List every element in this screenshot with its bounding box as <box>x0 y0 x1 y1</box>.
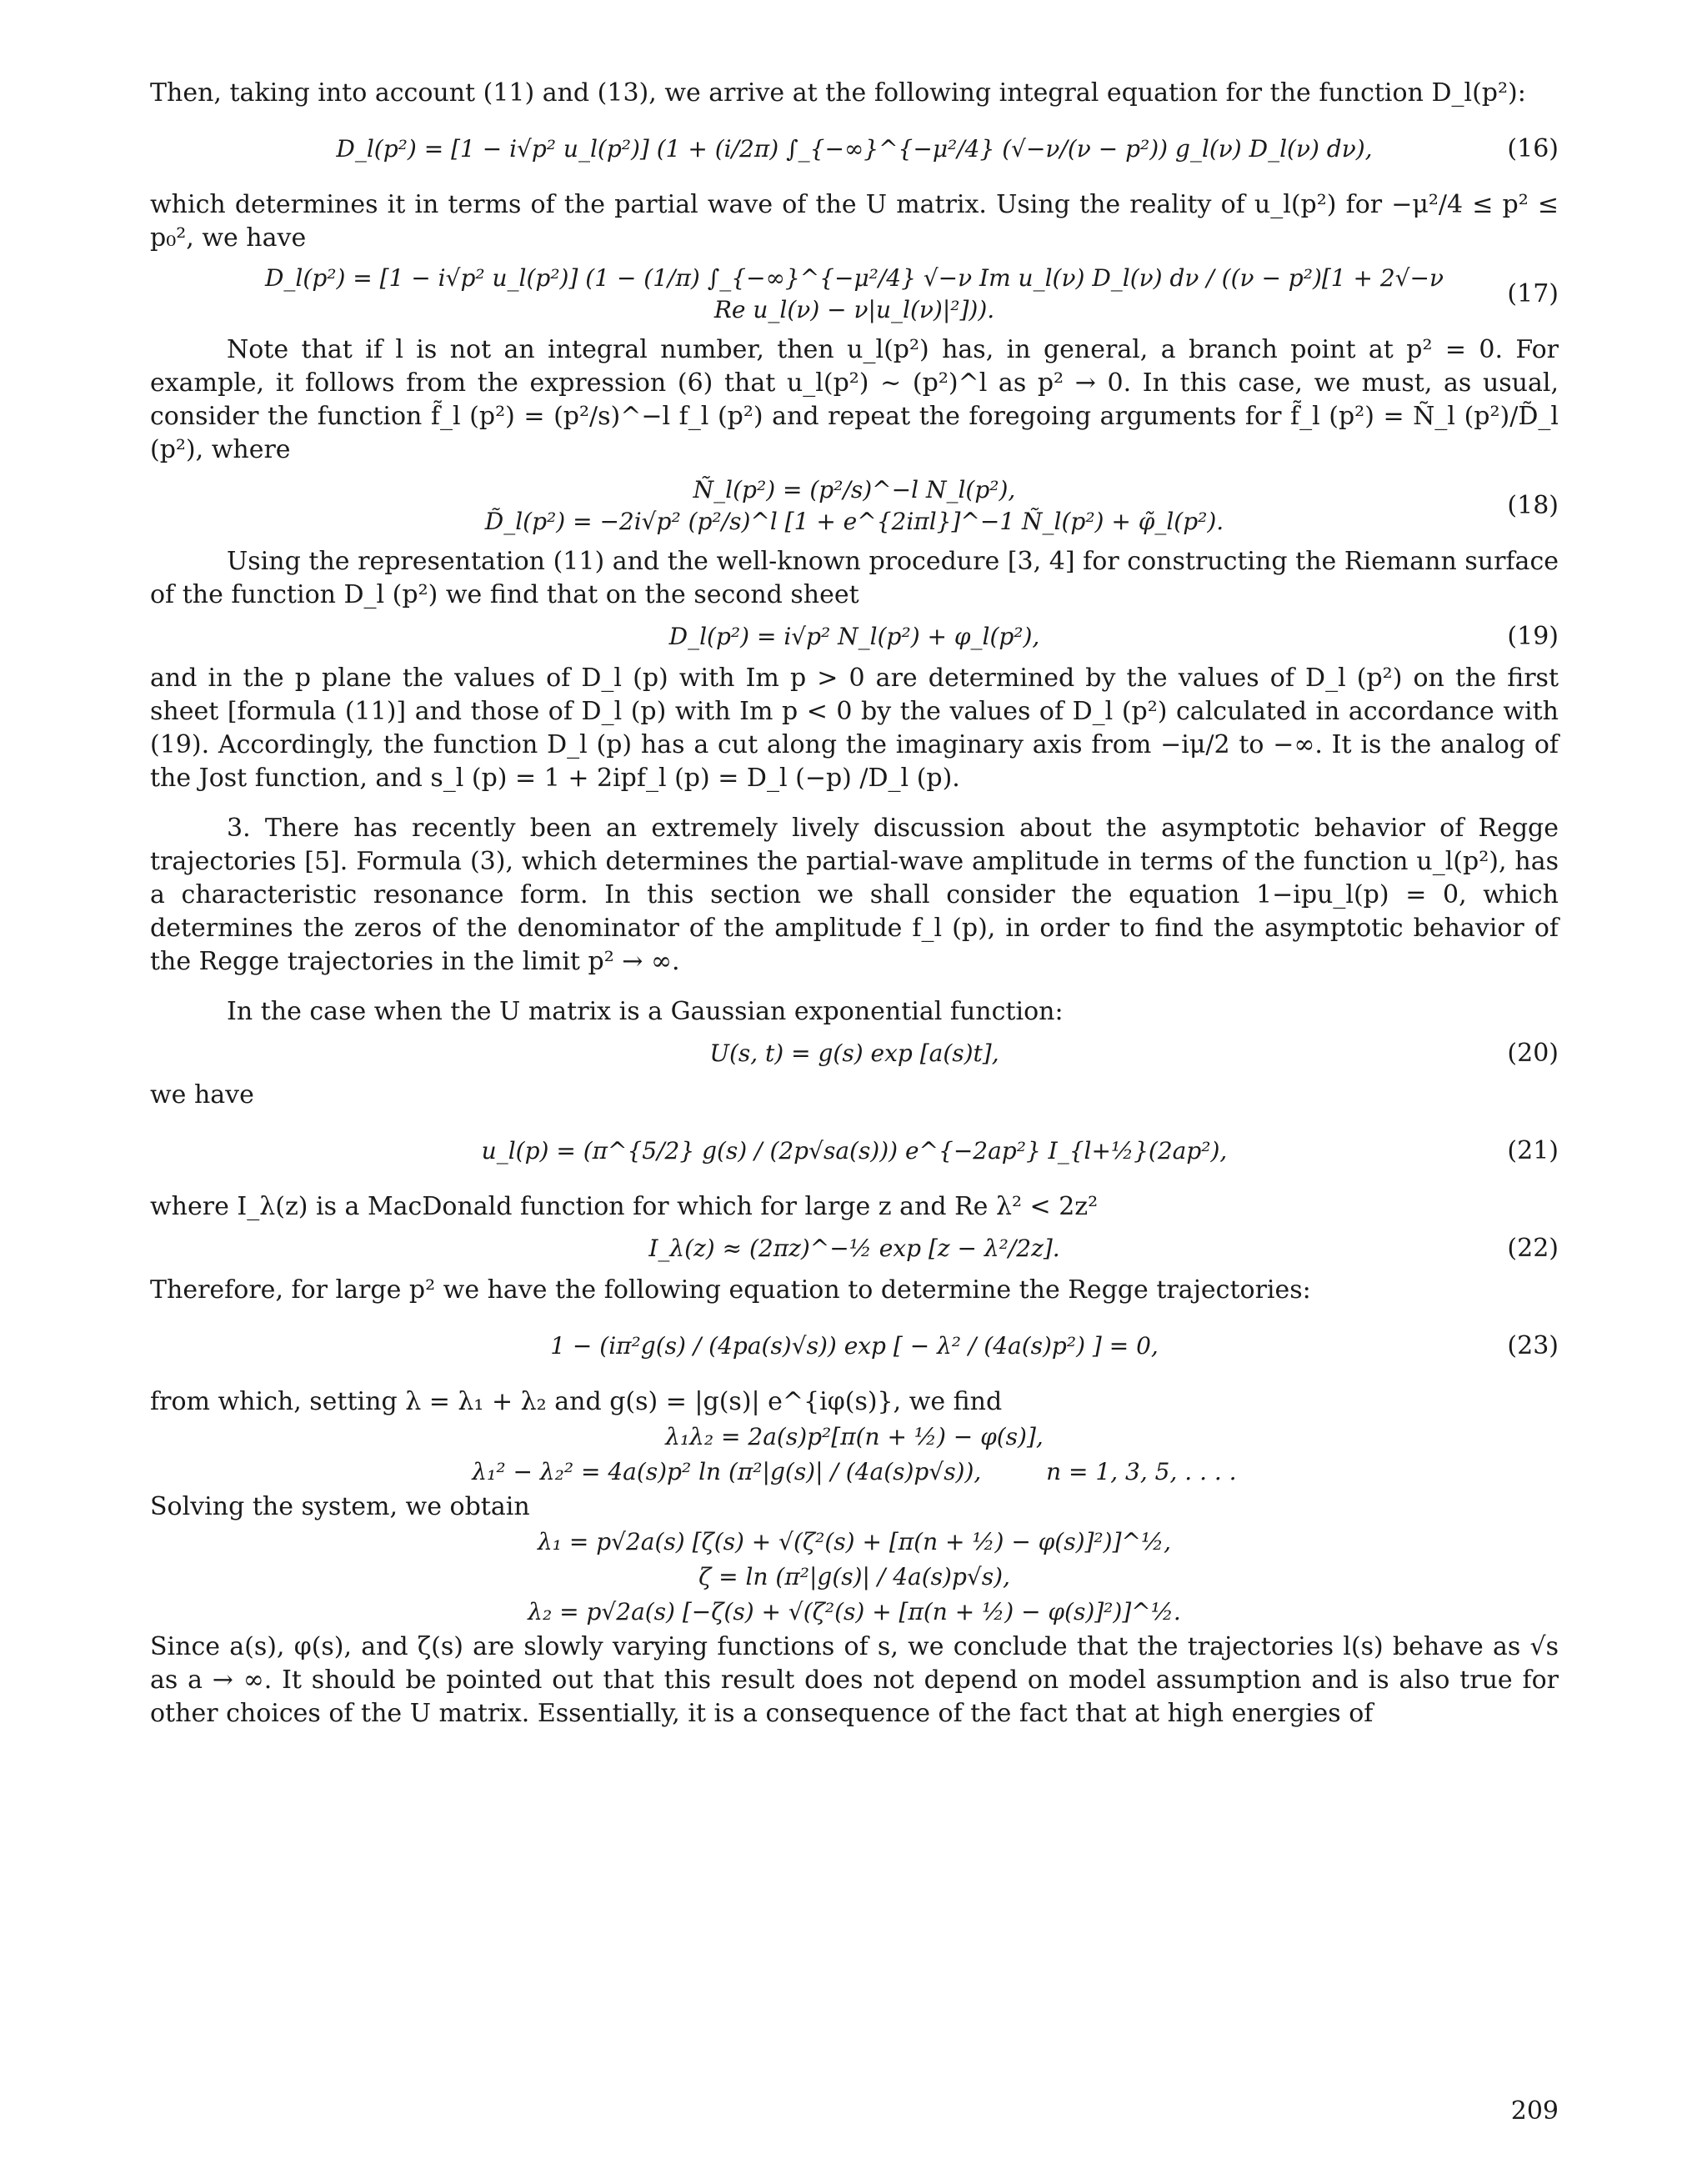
equation-body: λ₂ = p√2a(s) [−ζ(s) + √(ζ²(s) + [π(n + ½) − φ(s)]²)]^½. <box>528 1598 1181 1625</box>
equation-17 <box>150 260 1559 328</box>
equation-body: u_l(p) = (π^{5/2} g(s) / (2p√sa(s))) e^{−2ap²} I_{l+½}(2ap²), <box>481 1137 1228 1165</box>
paragraph: which determines it in terms of the partial wave of the U matrix. Using the reality of u_l(p²) for −μ²/4 ≤ p² ≤ p₀², we have <box>150 190 1559 253</box>
solution-line-3 <box>150 1595 1559 1629</box>
equation-number: (21) <box>1507 1136 1559 1165</box>
equation-body: D_l(p²) = [1 − i√p² u_l(p²)] (1 − (1/π) ∫_{−∞}^{−μ²/4} √−ν Im u_l(ν) D_l(ν) dν / ((ν − p²)[1 + 2√−ν Re u_l(ν) − ν|u_l(ν)|²])). <box>264 264 1444 323</box>
paragraph: Solving the system, we obtain <box>150 1492 530 1521</box>
paragraph: we have <box>150 1080 254 1110</box>
paragraph: Using the representation (11) and the well-known procedure [3, 4] for constructing the Riemann surface of the function D_l (p²) we find that on the second sheet <box>150 547 1559 609</box>
equation-22 <box>150 1229 1559 1269</box>
equation-23 <box>150 1312 1559 1380</box>
equation-system-line-2 <box>150 1455 1559 1489</box>
paragraph: Then, taking into account (11) and (13), we arrive at the following integral equation for the function D_l(p²): <box>150 78 1526 108</box>
paragraph: Since a(s), φ(s), and ζ(s) are slowly varying functions of s, we conclude that the trajectories l(s) behave as √s as a → ∞. It should be pointed out that this result does not depend on model assumption and is also true for other choices of the U matrix. Essentially, it is a consequence of the fact that at high energies of <box>150 1632 1559 1728</box>
equation-number: (18) <box>1507 491 1559 520</box>
equation-body: D_l(p²) = i√p² N_l(p²) + φ_l(p²), <box>668 623 1040 650</box>
equation-18 <box>150 472 1559 540</box>
equation-body: U(s, t) = g(s) exp [a(s)t], <box>709 1039 999 1067</box>
equation-number: (20) <box>1507 1039 1559 1068</box>
equation-body: D_l(p²) = [1 − i√p² u_l(p²)] (1 + (i/2π) ∫_{−∞}^{−μ²/4} (√−ν/(ν − p²)) g_l(ν) D_l(ν) dν), <box>336 135 1373 163</box>
equation-body: λ₁ = p√2a(s) [ζ(s) + √(ζ²(s) + [π(n + ½) − φ(s)]²)]^½, <box>537 1528 1172 1555</box>
equation-number: (22) <box>1507 1234 1559 1263</box>
equation-body: ζ = ln (π²|g(s)| / 4a(s)p√s), <box>698 1563 1010 1590</box>
equation-line: Ñ_l(p²) = (p²/s)^−l N_l(p²), <box>693 476 1016 503</box>
equation-19 <box>150 617 1559 657</box>
solution-line-1 <box>150 1525 1559 1559</box>
page-content <box>150 77 1559 1731</box>
paragraph: In the case when the U matrix is a Gaussian exponential function: <box>227 997 1064 1026</box>
equation-20 <box>150 1034 1559 1074</box>
equation-condition: n = 1, 3, 5, . . . . <box>1046 1458 1237 1485</box>
equation-21 <box>150 1117 1559 1185</box>
equation-number: (17) <box>1507 279 1559 308</box>
equation-number: (23) <box>1507 1331 1559 1360</box>
equation-number: (19) <box>1507 622 1559 651</box>
equation-16 <box>150 115 1559 183</box>
equation-line: D̃_l(p²) = −2i√p² (p²/s)^l [1 + e^{2iπl}]^−1 Ñ_l(p²) + φ̃_l(p²). <box>484 508 1224 535</box>
paragraph: where I_λ(z) is a MacDonald function for which for large z and Re λ² < 2z² <box>150 1192 1099 1221</box>
equation-part: λ₁² − λ₂² = 4a(s)p² ln (π²|g(s)| / (4a(s)p√s)), <box>472 1458 982 1485</box>
paragraph: and in the p plane the values of D_l (p) with Im p > 0 are determined by the values of D_l (p²) on the first sheet [formula (11)] and those of D_l (p) with Im p < 0 by the values of D_l (p²) calculated in accordance with (19). Accordingly, the function D_l (p) has a cut along the imaginary axis from −iμ/2 to −∞. It is the analog of the Jost function, and s_l (p) = 1 + 2ipf_l (p) = D_l (−p) /D_l (p). <box>150 664 1559 793</box>
equation-system-line-1 <box>150 1420 1559 1454</box>
equation-body <box>472 1456 1236 1488</box>
paragraph: 3. There has recently been an extremely lively discussion about the asymptotic behavior of Regge trajectories [5]. Formula (3), which determines the partial-wave amplitude in terms of the function u_l(p²), has a characteristic resonance form. In this section we shall consider the equation 1−ipu_l(p) = 0, which determines the zeros of the denominator of the amplitude f_l (p), in order to find the asymptotic behavior of the Regge trajectories in the limit p² → ∞. <box>150 814 1559 976</box>
paragraph: Note that if l is not an integral number, then u_l(p²) has, in general, a branch point at p² = 0. For example, it follows from the expression (6) that u_l(p²) ~ (p²)^l as p² → 0. In this case, we must, as usual, consider the function f̃_l (p²) = (p²/s)^−l f_l (p²) and repeat the foregoing arguments for f̃_l (p²) = Ñ_l (p²)/D̃_l (p²), where <box>150 335 1559 464</box>
paragraph: from which, setting λ = λ₁ + λ₂ and g(s) = |g(s)| e^{iφ(s)}, we find <box>150 1387 1003 1416</box>
solution-line-2 <box>150 1560 1559 1594</box>
paragraph: Therefore, for large p² we have the following equation to determine the Regge trajectories: <box>150 1275 1311 1305</box>
equation-body: 1 − (iπ²g(s) / (4pa(s)√s)) exp [ − λ² / (4a(s)p²) ] = 0, <box>550 1332 1159 1360</box>
equation-number: (16) <box>1507 134 1559 163</box>
equation-body: λ₁λ₂ = 2a(s)p²[π(n + ½) − φ(s)], <box>665 1423 1044 1450</box>
page-number: 209 <box>1510 2096 1559 2126</box>
equation-body: I_λ(z) ≈ (2πz)^−½ exp [z − λ²/2z]. <box>648 1235 1060 1262</box>
